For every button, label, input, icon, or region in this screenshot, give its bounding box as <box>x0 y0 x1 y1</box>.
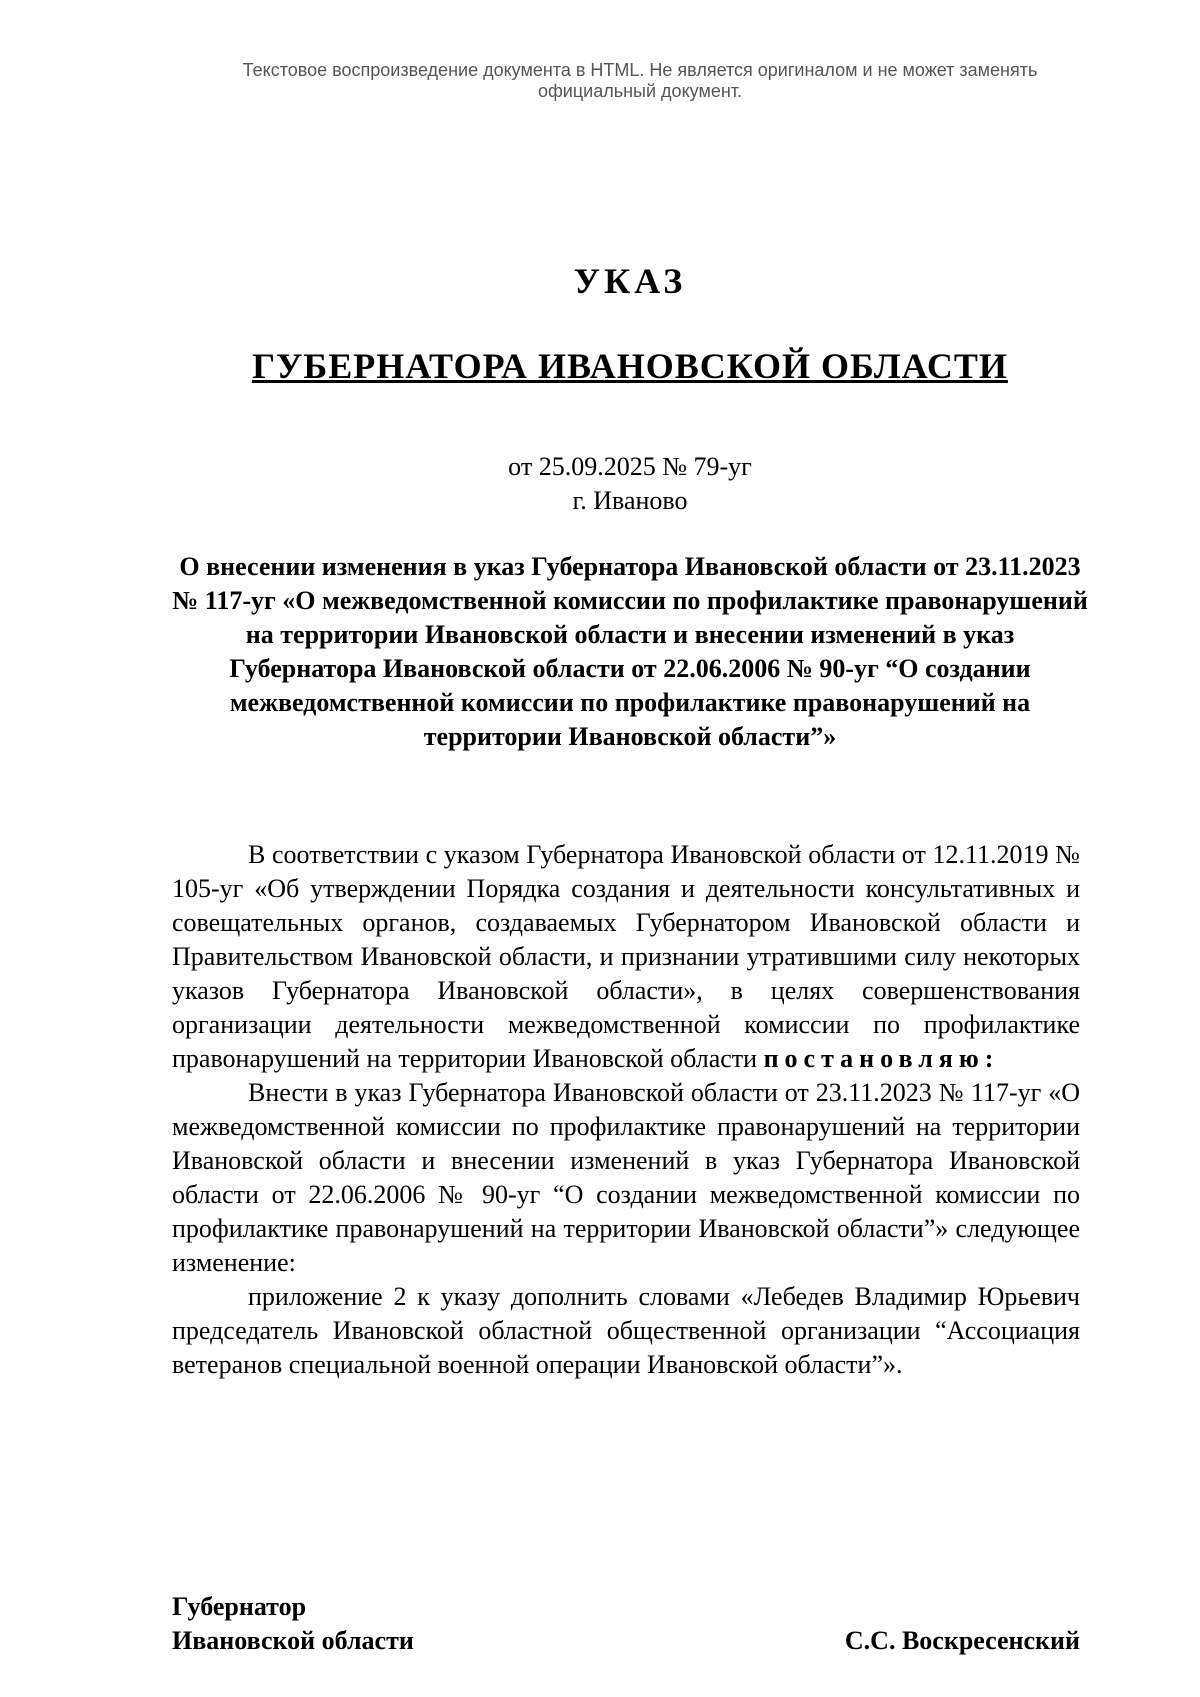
signatory-position-line-2: Ивановской области <box>172 1626 414 1655</box>
paragraph-3: приложение 2 к указу дополнить словами «Лебедев Владимир Юрьевич председатель Ивановской областной общественной организации “Ассоциация ветеранов специальной военной операции Ивановской области”». <box>172 1282 1080 1379</box>
date-number: от 25.09.2025 № 79-уг <box>508 452 752 481</box>
paragraph-2: Внести в указ Губернатора Ивановской области от 23.11.2023 № 117-уг «О межведомственной комиссии по профилактике правонарушений на территории Ивановской области и внесении изменений в указ Губернатора Ивановской области от 22.06.2006 № 90-уг “О создании межведомственной комиссии по профилактике правонарушений на территории Ивановской области”» следующее изменение: <box>172 1078 1080 1277</box>
document-subtitle: ГУБЕРНАТОРА ИВАНОВСКОЙ ОБЛАСТИ <box>252 346 1008 386</box>
decree-heading: О внесении изменения в указ Губернатора Ивановской области от 23.11.2023 № 117-уг «О межведомственной комиссии по профилактике правонарушений на территории Ивановской области и внесении изменений в указ Губернатора Ивановской области от 22.06.2006 № 90-уг “О создании межведомственной комиссии по профилактике правонарушений на территории Ивановской области”» <box>172 552 1088 751</box>
signatory-position <box>172 1590 414 1658</box>
reconstruction-notice: Текстовое воспроизведение документа в HTML. Не является оригиналом и не может заменять официальный документ. <box>242 60 1038 101</box>
paragraph-1-emphasis: постановляю: <box>763 1044 1000 1073</box>
body-text <box>172 838 1080 1382</box>
date-block <box>0 450 1200 518</box>
signatory-name: С.С. Воскресенский <box>844 1626 1080 1655</box>
paragraph-1-text: В соответствии с указом Губернатора Ивановской области от 12.11.2019 № 105-уг «Об утверждении Порядка создания и деятельности консультативных и совещательных органов, создаваемых Губернатором Ивановской области и Правительством Ивановской области, и признании утратившими силу некоторых указов Губернатора Ивановской области», в целях совершенствования организации деятельности межведомственной комиссии по профилактике правонарушений на территории Ивановской области <box>172 840 1080 1073</box>
paragraph-1 <box>172 838 1080 1076</box>
signatory-position-line-1: Губернатор <box>172 1592 307 1621</box>
city: г. Иваново <box>572 486 688 515</box>
document-title: УКАЗ <box>573 261 687 301</box>
